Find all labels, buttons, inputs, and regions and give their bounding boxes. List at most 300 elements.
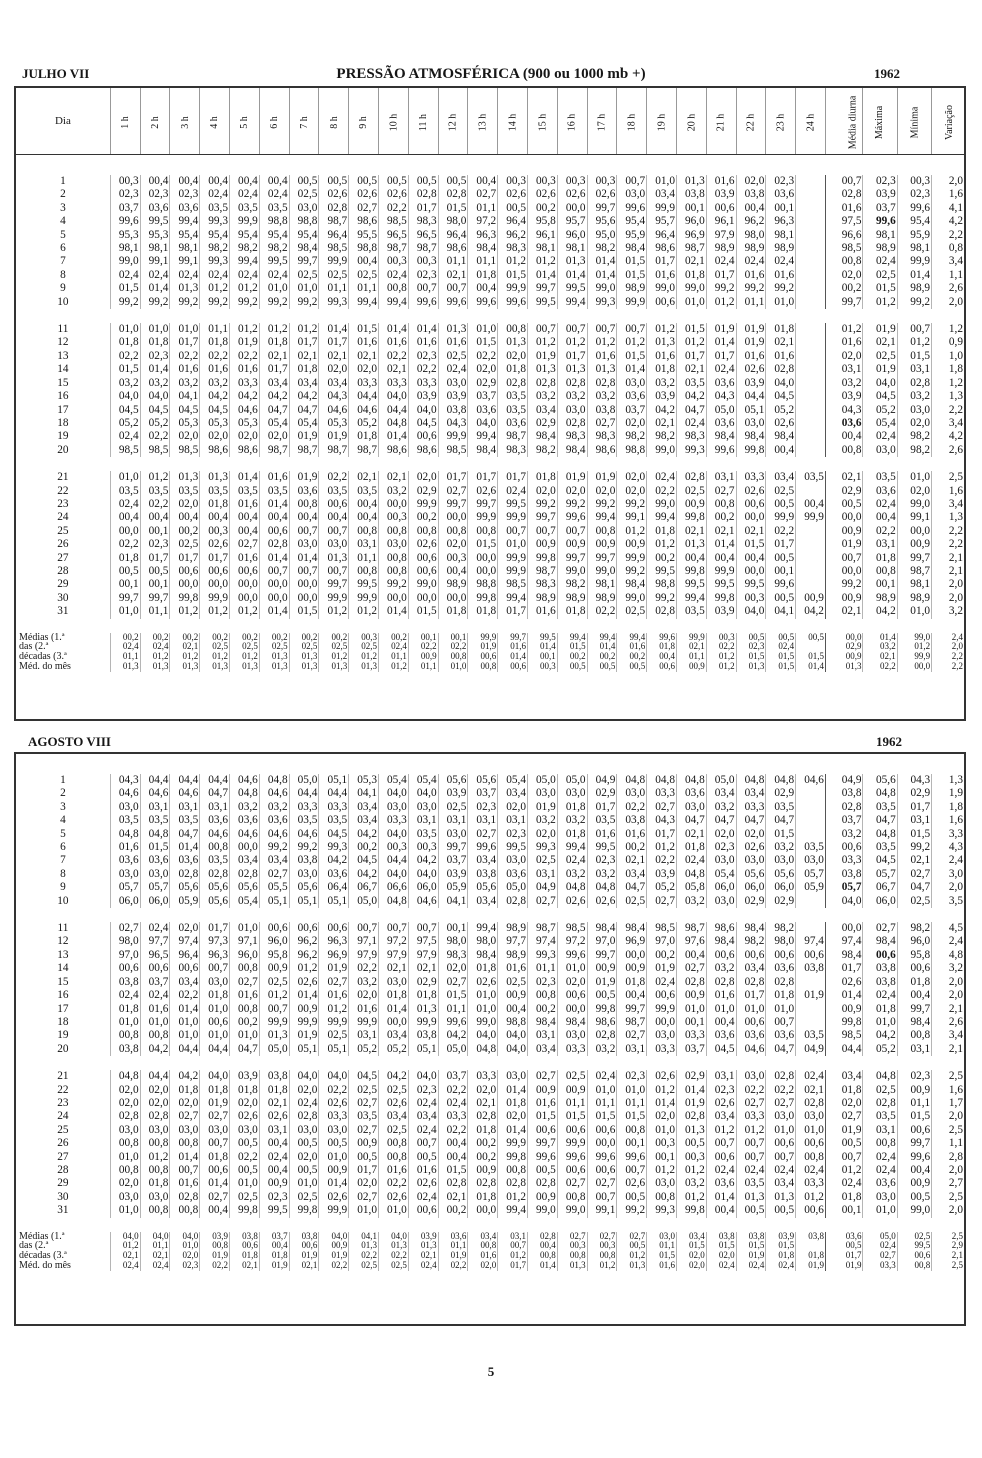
value-cell: 01,6	[230, 498, 260, 511]
value-cell: 98,5	[647, 922, 677, 935]
value-cell: 01,2	[230, 605, 260, 618]
value-cell: 03,0	[557, 787, 587, 800]
average-cell: 02,4	[379, 642, 409, 652]
value-cell: 03,4	[259, 377, 289, 390]
value-cell: 03,7	[438, 854, 468, 867]
value-cell	[796, 188, 826, 201]
value-cell: 02,0	[736, 828, 766, 841]
average-cell: 00,5	[557, 662, 587, 672]
value-cell: 98,7	[498, 430, 528, 443]
table-row	[16, 1070, 964, 1083]
value-cell: 00,8	[863, 1137, 897, 1150]
value-cell: 01,3	[498, 336, 528, 349]
table-row	[16, 242, 964, 255]
value-cell: 02,8	[528, 1177, 558, 1190]
value-cell: 02,1	[825, 471, 863, 484]
value-cell: 01,5	[498, 269, 528, 282]
day-cell: 28	[57, 564, 69, 577]
value-cell: 01,5	[897, 350, 931, 363]
value-cell	[796, 578, 826, 591]
table-row	[16, 175, 964, 188]
table-row	[16, 578, 964, 591]
value-cell: 98,5	[438, 444, 468, 457]
value-cell: 02,6	[379, 188, 409, 201]
average-cell: 00,2	[140, 633, 170, 643]
value-cell: 03,1	[706, 1070, 736, 1083]
value-cell: 96,4	[438, 229, 468, 242]
value-cell: 0,8	[932, 242, 964, 255]
value-cell: 00,9	[289, 1003, 319, 1016]
value-cell: 01,0	[706, 1003, 736, 1016]
value-cell: 00,4	[349, 498, 379, 511]
value-cell: 01,6	[230, 989, 260, 1002]
value-cell: 01,2	[230, 323, 260, 336]
value-cell: 99,9	[230, 215, 260, 228]
value-cell: 99,6	[766, 578, 796, 591]
day-cell: 31	[57, 1204, 69, 1217]
value-cell: 02,0	[110, 1084, 140, 1097]
value-cell: 00,6	[557, 989, 587, 1002]
value-cell: 99,3	[200, 255, 230, 268]
value-cell: 04,8	[617, 774, 647, 787]
value-cell: 03,7	[438, 1070, 468, 1083]
value-cell: 03,3	[289, 801, 319, 814]
value-cell: 98,0	[736, 229, 766, 242]
value-cell: 00,7	[587, 323, 617, 336]
day-cell: 6	[60, 841, 66, 854]
average-cell: 00,9	[676, 662, 706, 672]
value-cell: 01,8	[647, 363, 677, 376]
value-cell: 01,2	[706, 296, 736, 309]
average-cell: 01,2	[617, 1251, 647, 1261]
value-cell: 01,2	[319, 1003, 349, 1016]
value-cell: 98,3	[557, 430, 587, 443]
value-cell: 03,9	[825, 390, 863, 403]
value-cell: 00,2	[408, 511, 438, 524]
value-cell: 03,5	[200, 202, 230, 215]
value-cell: 02,4	[736, 255, 766, 268]
value-cell: 98,9	[897, 282, 931, 295]
value-cell: 00,8	[170, 1204, 200, 1217]
value-cell: 02,4	[170, 269, 200, 282]
value-cell: 99,9	[498, 552, 528, 565]
value-cell: 01,2	[259, 323, 289, 336]
value-cell: 97,4	[170, 935, 200, 948]
value-cell: 00,8	[498, 323, 528, 336]
column-header: 16 h	[557, 88, 587, 155]
value-cell: 98,1	[863, 229, 897, 242]
value-cell: 01,9	[736, 336, 766, 349]
value-cell	[796, 444, 826, 457]
day-cell: 26	[57, 1137, 69, 1150]
value-cell: 02,8	[736, 976, 766, 989]
value-cell: 02,7	[647, 801, 677, 814]
value-cell: 98,0	[766, 935, 796, 948]
value-cell: 02,8	[498, 377, 528, 390]
value-cell: 1,0	[932, 350, 964, 363]
value-cell: 02,5	[349, 269, 379, 282]
value-cell: 01,5	[617, 1110, 647, 1123]
day-cell: 18	[57, 1015, 69, 1028]
column-header: Média diurna	[825, 88, 863, 155]
average-cell: 00,8	[200, 1241, 230, 1251]
table-row	[16, 1177, 964, 1190]
value-cell: 99,6	[468, 296, 498, 309]
value-cell: 03,6	[766, 962, 796, 975]
value-cell: 03,6	[676, 787, 706, 800]
value-cell: 04,2	[349, 868, 379, 881]
day-cell: 6	[60, 242, 66, 255]
value-cell: 00,8	[379, 282, 409, 295]
value-cell: 03,0	[379, 538, 409, 551]
value-cell: 01,8	[557, 801, 587, 814]
average-cell: 02,1	[408, 1251, 438, 1261]
value-cell: 99,3	[528, 949, 558, 962]
value-cell: 96,4	[647, 229, 677, 242]
value-cell: 99,3	[647, 1204, 677, 1217]
day-cell: 11	[57, 922, 69, 935]
value-cell: 04,0	[200, 1070, 230, 1083]
value-cell	[796, 552, 826, 565]
value-cell: 00,6	[289, 922, 319, 935]
value-cell: 02,9	[736, 895, 766, 908]
value-cell: 05,6	[230, 881, 260, 894]
value-cell: 03,7	[676, 1043, 706, 1056]
value-cell: 98,4	[557, 1016, 587, 1029]
value-cell: 99,9	[349, 592, 379, 605]
value-cell: 01,8	[349, 430, 379, 443]
value-cell: 00,2	[468, 1151, 498, 1164]
table-row	[16, 854, 964, 867]
value-cell: 03,5	[230, 202, 260, 215]
average-cell: 02,3	[736, 642, 766, 652]
average-cell: 00,9	[408, 652, 438, 662]
value-cell: 05,9	[438, 881, 468, 894]
value-cell: 00,0	[647, 1016, 677, 1029]
table-row	[16, 471, 964, 484]
value-cell: 99,6	[438, 1016, 468, 1029]
value-cell: 00,0	[897, 525, 931, 538]
value-cell: 01,5	[557, 1110, 587, 1123]
value-cell	[796, 525, 826, 538]
value-cell: 00,0	[825, 922, 863, 935]
value-cell: 02,4	[676, 417, 706, 430]
value-cell: 01,4	[676, 1084, 706, 1097]
value-cell: 04,2	[863, 1029, 897, 1042]
value-cell: 05,0	[706, 404, 736, 417]
value-cell: 98,9	[766, 242, 796, 255]
value-cell: 01,4	[289, 552, 319, 565]
value-cell: 02,7	[736, 1097, 766, 1110]
value-cell: 01,6	[379, 1164, 409, 1177]
value-cell: 00,4	[468, 282, 498, 295]
average-cell: 00,8	[468, 1241, 498, 1251]
value-cell: 05,1	[259, 895, 289, 908]
value-cell: 03,7	[863, 202, 897, 215]
value-cell: 00,3	[408, 841, 438, 854]
value-cell: 05,2	[863, 1043, 897, 1056]
value-cell: 01,0	[200, 1029, 230, 1042]
value-cell: 01,2	[647, 1084, 677, 1097]
value-cell: 00,0	[379, 592, 409, 605]
value-cell: 03,1	[863, 1124, 897, 1137]
value-cell: 98,1	[897, 578, 931, 591]
value-cell: 00,8	[140, 1204, 170, 1217]
value-cell: 01,8	[863, 1003, 897, 1016]
value-cell: 05,1	[319, 1043, 349, 1056]
average-cell: 00,6	[468, 652, 498, 662]
value-cell: 04,4	[140, 774, 170, 787]
value-cell: 2,0	[932, 1110, 964, 1123]
value-cell: 01,9	[557, 471, 587, 484]
value-cell: 04,2	[438, 1029, 468, 1042]
value-cell: 02,0	[825, 350, 863, 363]
value-cell: 00,6	[706, 202, 736, 215]
value-cell	[796, 787, 826, 800]
value-cell: 01,8	[766, 989, 796, 1002]
average-cell: 01,9	[319, 1251, 349, 1261]
value-cell: 98,3	[498, 242, 528, 255]
value-cell: 1,6	[932, 1084, 964, 1097]
value-cell: 02,7	[349, 1191, 379, 1204]
average-cell: 01,5	[736, 652, 766, 662]
value-cell: 02,8	[438, 188, 468, 201]
value-cell: 02,1	[379, 471, 409, 484]
average-cell: 2,4	[932, 633, 964, 643]
value-cell: 05,3	[200, 417, 230, 430]
value-cell: 98,7	[676, 242, 706, 255]
value-cell: 01,3	[736, 1191, 766, 1204]
value-cell: 97,4	[528, 935, 558, 948]
value-cell: 00,2	[438, 1204, 468, 1217]
average-cell: 01,9	[825, 1261, 863, 1271]
average-row	[16, 633, 964, 643]
value-cell: 02,5	[617, 895, 647, 908]
value-cell: 00,8	[825, 255, 863, 268]
value-cell: 00,5	[498, 202, 528, 215]
value-cell: 00,8	[863, 565, 897, 578]
value-cell: 01,8	[140, 1177, 170, 1190]
value-cell: 03,6	[825, 417, 863, 430]
value-cell: 99,2	[706, 282, 736, 295]
value-cell: 04,5	[863, 390, 897, 403]
value-cell: 04,4	[170, 774, 200, 787]
value-cell: 02,8	[408, 188, 438, 201]
average-cell: 00,2	[230, 633, 260, 643]
value-cell: 00,9	[349, 1137, 379, 1150]
table-row	[16, 377, 964, 390]
value-cell: 99,2	[170, 296, 200, 309]
value-cell: 01,9	[706, 323, 736, 336]
value-cell: 01,1	[617, 1097, 647, 1110]
value-cell: 03,4	[766, 471, 796, 484]
value-cell: 02,3	[863, 175, 897, 188]
value-cell: 99,7	[438, 841, 468, 854]
day-cell: 29	[57, 578, 69, 591]
value-cell: 2,6	[932, 1016, 964, 1029]
value-cell: 00,6	[408, 1204, 438, 1217]
value-cell: 03,4	[706, 1110, 736, 1123]
value-cell: 00,9	[897, 1177, 931, 1190]
value-cell: 00,4	[230, 525, 260, 538]
average-cell: 2,2	[932, 652, 964, 662]
value-cell: 03,8	[587, 404, 617, 417]
average-cell: 01,7	[498, 1261, 528, 1271]
value-cell: 00,8	[379, 565, 409, 578]
average-cell: 00,4	[647, 652, 677, 662]
value-cell: 98,9	[863, 592, 897, 605]
value-cell: 03,6	[766, 188, 796, 201]
value-cell: 01,3	[647, 336, 677, 349]
average-cell: 02,2	[863, 662, 897, 672]
value-cell: 04,0	[379, 828, 409, 841]
value-cell: 03,0	[557, 404, 587, 417]
value-cell: 95,4	[617, 215, 647, 228]
value-cell: 97,1	[349, 935, 379, 948]
value-cell: 98,1	[110, 242, 140, 255]
value-cell: 04,5	[349, 1070, 379, 1083]
value-cell: 05,6	[289, 881, 319, 894]
value-cell	[796, 377, 826, 390]
average-cell: 00,5	[617, 1241, 647, 1251]
value-cell: 01,7	[498, 471, 528, 484]
value-cell: 00,9	[825, 1003, 863, 1016]
value-cell: 98,2	[528, 444, 558, 457]
value-cell: 03,2	[766, 841, 796, 854]
value-cell: 04,3	[110, 774, 140, 787]
value-cell: 00,8	[140, 1137, 170, 1150]
value-cell: 04,7	[170, 828, 200, 841]
value-cell: 02,2	[319, 1084, 349, 1097]
value-cell: 02,4	[408, 1124, 438, 1137]
value-cell: 02,5	[349, 1084, 379, 1097]
average-cell: 02,2	[379, 1251, 409, 1261]
value-cell	[796, 828, 826, 841]
value-cell: 01,6	[408, 1164, 438, 1177]
value-cell: 02,6	[408, 538, 438, 551]
value-cell: 98,6	[706, 922, 736, 935]
value-cell	[796, 404, 826, 417]
value-cell: 03,2	[230, 801, 260, 814]
julho-table-frame	[14, 86, 966, 721]
value-cell: 99,2	[379, 578, 409, 591]
value-cell: 99,6	[897, 1151, 931, 1164]
value-cell: 98,5	[319, 242, 349, 255]
value-cell: 02,4	[408, 1191, 438, 1204]
value-cell: 00,9	[528, 1191, 558, 1204]
value-cell: 98,2	[736, 935, 766, 948]
value-cell: 02,7	[863, 922, 897, 935]
value-cell: 00,0	[736, 511, 766, 524]
value-cell: 05,0	[349, 895, 379, 908]
value-cell: 01,4	[170, 1151, 200, 1164]
value-cell: 99,7	[110, 592, 140, 605]
value-cell: 02,6	[766, 417, 796, 430]
value-cell: 2,5	[932, 1124, 964, 1137]
average-cell: 01,9	[200, 1251, 230, 1261]
value-cell: 00,1	[140, 578, 170, 591]
value-cell: 01,4	[706, 1191, 736, 1204]
value-cell: 99,0	[587, 282, 617, 295]
value-cell: 03,0	[557, 1029, 587, 1042]
value-cell: 04,8	[863, 787, 897, 800]
value-cell: 04,8	[110, 1070, 140, 1083]
value-cell: 01,6	[170, 363, 200, 376]
value-cell: 02,4	[379, 269, 409, 282]
value-cell: 02,4	[825, 1177, 863, 1190]
value-cell: 03,4	[259, 854, 289, 867]
value-cell: 00,7	[736, 1137, 766, 1150]
value-cell: 01,4	[897, 269, 931, 282]
column-header: 15 h	[528, 88, 558, 155]
value-cell: 00,4	[736, 202, 766, 215]
average-cell: 03,9	[766, 1232, 796, 1242]
value-cell: 96,2	[498, 229, 528, 242]
value-cell: 01,6	[140, 1003, 170, 1016]
table-row	[16, 828, 964, 841]
value-cell: 02,3	[140, 538, 170, 551]
value-cell: 05,0	[706, 774, 736, 787]
value-cell: 03,8	[863, 976, 897, 989]
value-cell: 02,8	[825, 801, 863, 814]
average-cell: 01,9	[796, 1261, 826, 1271]
value-cell: 1,3	[932, 774, 964, 787]
value-cell: 99,6	[587, 1151, 617, 1164]
value-cell: 98,7	[528, 565, 558, 578]
value-cell: 01,5	[897, 1110, 931, 1123]
value-cell: 04,0	[110, 390, 140, 403]
average-cell: 03,8	[706, 1232, 736, 1242]
value-cell: 96,0	[897, 935, 931, 948]
table-row	[16, 1003, 964, 1016]
value-cell: 01,6	[408, 336, 438, 349]
value-cell: 03,6	[170, 854, 200, 867]
value-cell: 02,0	[557, 976, 587, 989]
average-cell: 02,4	[766, 642, 796, 652]
average-cell: 02,4	[110, 642, 140, 652]
value-cell: 99,2	[289, 841, 319, 854]
value-cell: 2,0	[932, 976, 964, 989]
value-cell: 03,4	[230, 854, 260, 867]
value-cell: 05,6	[736, 868, 766, 881]
value-cell: 01,8	[766, 323, 796, 336]
value-cell: 00,4	[200, 511, 230, 524]
value-cell: 98,1	[897, 242, 931, 255]
value-cell	[796, 417, 826, 430]
average-cell: 04,0	[110, 1232, 140, 1242]
value-cell: 04,0	[408, 787, 438, 800]
value-cell: 04,1	[349, 787, 379, 800]
value-cell: 02,9	[408, 485, 438, 498]
value-cell: 03,4	[289, 377, 319, 390]
value-cell: 96,9	[676, 229, 706, 242]
value-cell: 04,7	[766, 814, 796, 827]
value-cell: 02,7	[230, 976, 260, 989]
value-cell: 2,5	[932, 1191, 964, 1204]
value-cell: 99,7	[897, 1137, 931, 1150]
table-row	[16, 949, 964, 962]
value-cell: 04,3	[825, 404, 863, 417]
value-cell	[796, 255, 826, 268]
value-cell: 01,8	[140, 336, 170, 349]
value-cell: 98,4	[528, 1016, 558, 1029]
value-cell: 98,6	[587, 1016, 617, 1029]
value-cell: 00,6	[647, 989, 677, 1002]
value-cell: 05,7	[140, 881, 170, 894]
value-cell: 04,6	[170, 787, 200, 800]
value-cell: 00,0	[468, 565, 498, 578]
day-cell: 24	[57, 511, 69, 524]
